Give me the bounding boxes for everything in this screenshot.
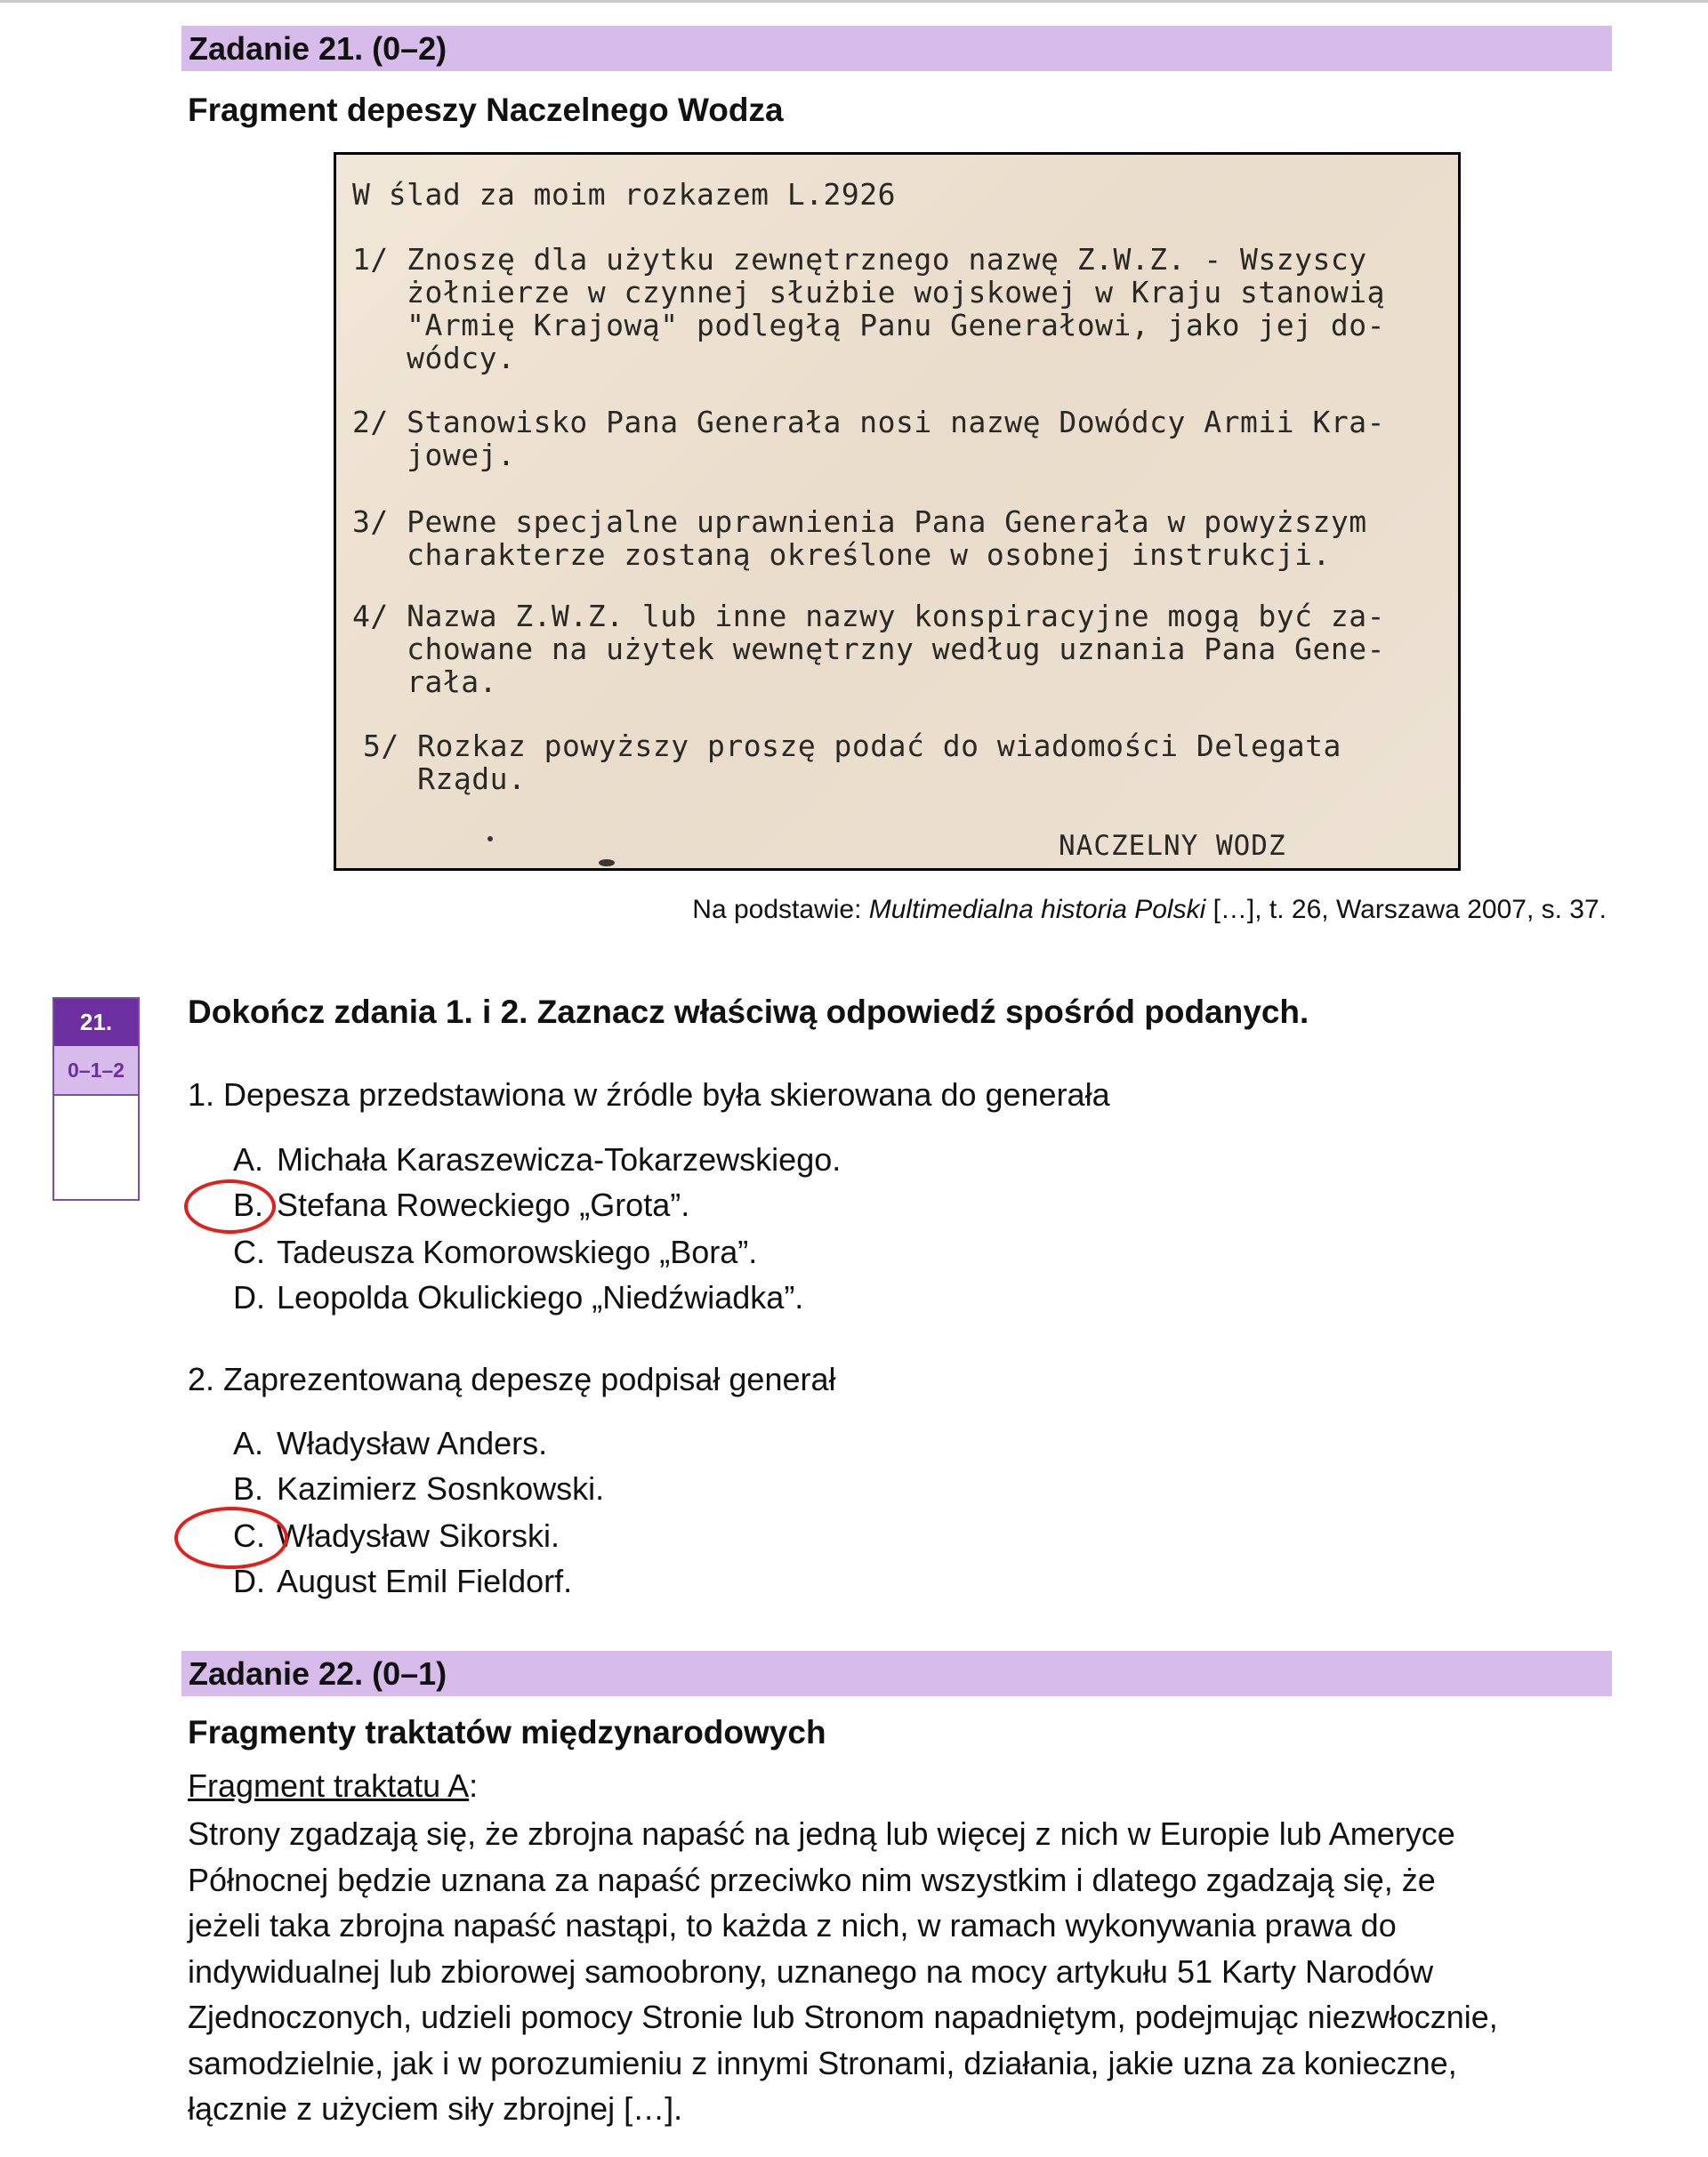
document-line: żołnierze w czynnej służbie wojskowej w Kraju stanowią — [352, 275, 1385, 310]
paragraph-line: Północnej będzie uznana za napaść przeciwko nim wszystkim i dlatego zgadzają się, że — [188, 1861, 1436, 1898]
paragraph-line: indywidualnej lub zbiorowej samoobrony, uznanego na mocy artykułu 51 Karty Narodów — [188, 1952, 1434, 1990]
document-line: Rządu. — [363, 761, 527, 796]
q2-option-a[interactable]: A. Władysław Anders. — [233, 1425, 548, 1461]
q2-option-d[interactable]: D. August Emil Fieldorf. — [233, 1563, 573, 1599]
document-line: 5/ Rozkaz powyższy proszę podać do wiadomości Delegata — [363, 728, 1341, 763]
paper-speck — [487, 836, 493, 841]
q2-option-b[interactable]: B. Kazimierz Sosnkowski. — [233, 1470, 605, 1507]
paragraph-line: samodzielnie, jak i w porozumieniu z innymi Stronami, działania, jakie uzna za konieczne, — [188, 2044, 1457, 2081]
telegram-document-image — [334, 152, 1461, 871]
treaty-a-text — [188, 1811, 1611, 2132]
q1-option-d[interactable]: D. Leopolda Okulickiego „Niedźwiadka”. — [233, 1279, 804, 1316]
document-line: charakterze zostaną określone w osobnej instrukcji. — [352, 537, 1331, 572]
document-line: 2/ Stanowisko Pana Generała nosi nazwę Dowódcy Armii Kra- — [352, 405, 1385, 439]
task-22-header: Zadanie 22. (0–1) — [181, 1651, 1612, 1696]
question-2: 2. Zaprezentowaną depeszę podpisał generał — [188, 1361, 836, 1397]
document-line: W ślad za moim rozkazem L.2926 — [352, 177, 897, 212]
paragraph-line: Zjednoczonych, udzieli pomocy Stronie lub Stronom napadniętym, podejmując niezwłocznie, — [188, 1999, 1498, 2035]
task-21-title: Fragment depeszy Naczelnego Wodza — [188, 92, 784, 128]
answer-mark-circle — [174, 1507, 288, 1569]
document-line: wódcy. — [352, 341, 516, 375]
task-number-badge: 21. — [54, 999, 138, 1046]
task-instruction: Dokończ zdania 1. i 2. Zaznacz właściwą odpowiedź spośród podanych. — [188, 994, 1309, 1030]
q1-option-a[interactable]: A. Michała Karaszewicza-Tokarzewskiego. — [233, 1141, 842, 1178]
document-line: rała. — [352, 664, 497, 699]
paper-speck — [599, 859, 615, 866]
q1-option-b[interactable]: B. Stefana Roweckiego „Grota”. — [233, 1187, 690, 1223]
document-line: 1/ Znoszę dla użytku zewnętrznego nazwę Z.W.Z. - Wszyscy — [352, 242, 1367, 277]
q2-option-c[interactable]: C. Władysław Sikorski. — [233, 1517, 560, 1554]
document-line: 4/ Nazwa Z.W.Z. lub inne nazwy konspiracyjne mogą być za- — [352, 599, 1385, 633]
task-21-header: Zadanie 21. (0–2) — [181, 26, 1612, 71]
answer-mark-circle — [184, 1179, 276, 1234]
source-citation: Na podstawie: Multimedialna historia Polski […], t. 26, Warszawa 2007, s. 37. — [692, 895, 1607, 924]
document-line: 3/ Pewne specjalne uprawnienia Pana Generała w powyższym — [352, 504, 1367, 539]
score-box — [52, 997, 140, 1201]
q1-option-c[interactable]: C. Tadeusza Komorowskiego „Bora”. — [233, 1234, 758, 1270]
score-range-badge: 0–1–2 — [54, 1046, 138, 1096]
document-line: chowane na użytek wewnętrzny według uznania Pana Gene- — [352, 632, 1385, 666]
source-title: Multimedialna historia Polski — [868, 895, 1206, 924]
question-1: 1. Depesza przedstawiona w źródle była skierowana do generała — [188, 1076, 1110, 1113]
paragraph-line: jeżeli taka zbrojna napaść nastąpi, to każda z nich, w ramach wykonywania prawa do — [188, 1907, 1397, 1944]
top-border — [0, 0, 1708, 3]
fragment-a-label: Fragment traktatu A: — [188, 1767, 479, 1804]
document-line: jowej. — [352, 438, 516, 472]
paragraph-line: Strony zgadzają się, że zbrojna napaść na jedną lub więcej z nich w Europie lub Ameryce — [188, 1815, 1455, 1852]
paragraph-line: łącznie z użyciem siły zbrojnej […]. — [188, 2090, 683, 2127]
document-line: "Armię Krajową" podległą Panu Generałowi, jako jej do- — [352, 308, 1385, 342]
document-signature: NACZELNY WODZ — [1059, 830, 1286, 862]
task-22-title: Fragmenty traktatów międzynarodowych — [188, 1714, 826, 1751]
